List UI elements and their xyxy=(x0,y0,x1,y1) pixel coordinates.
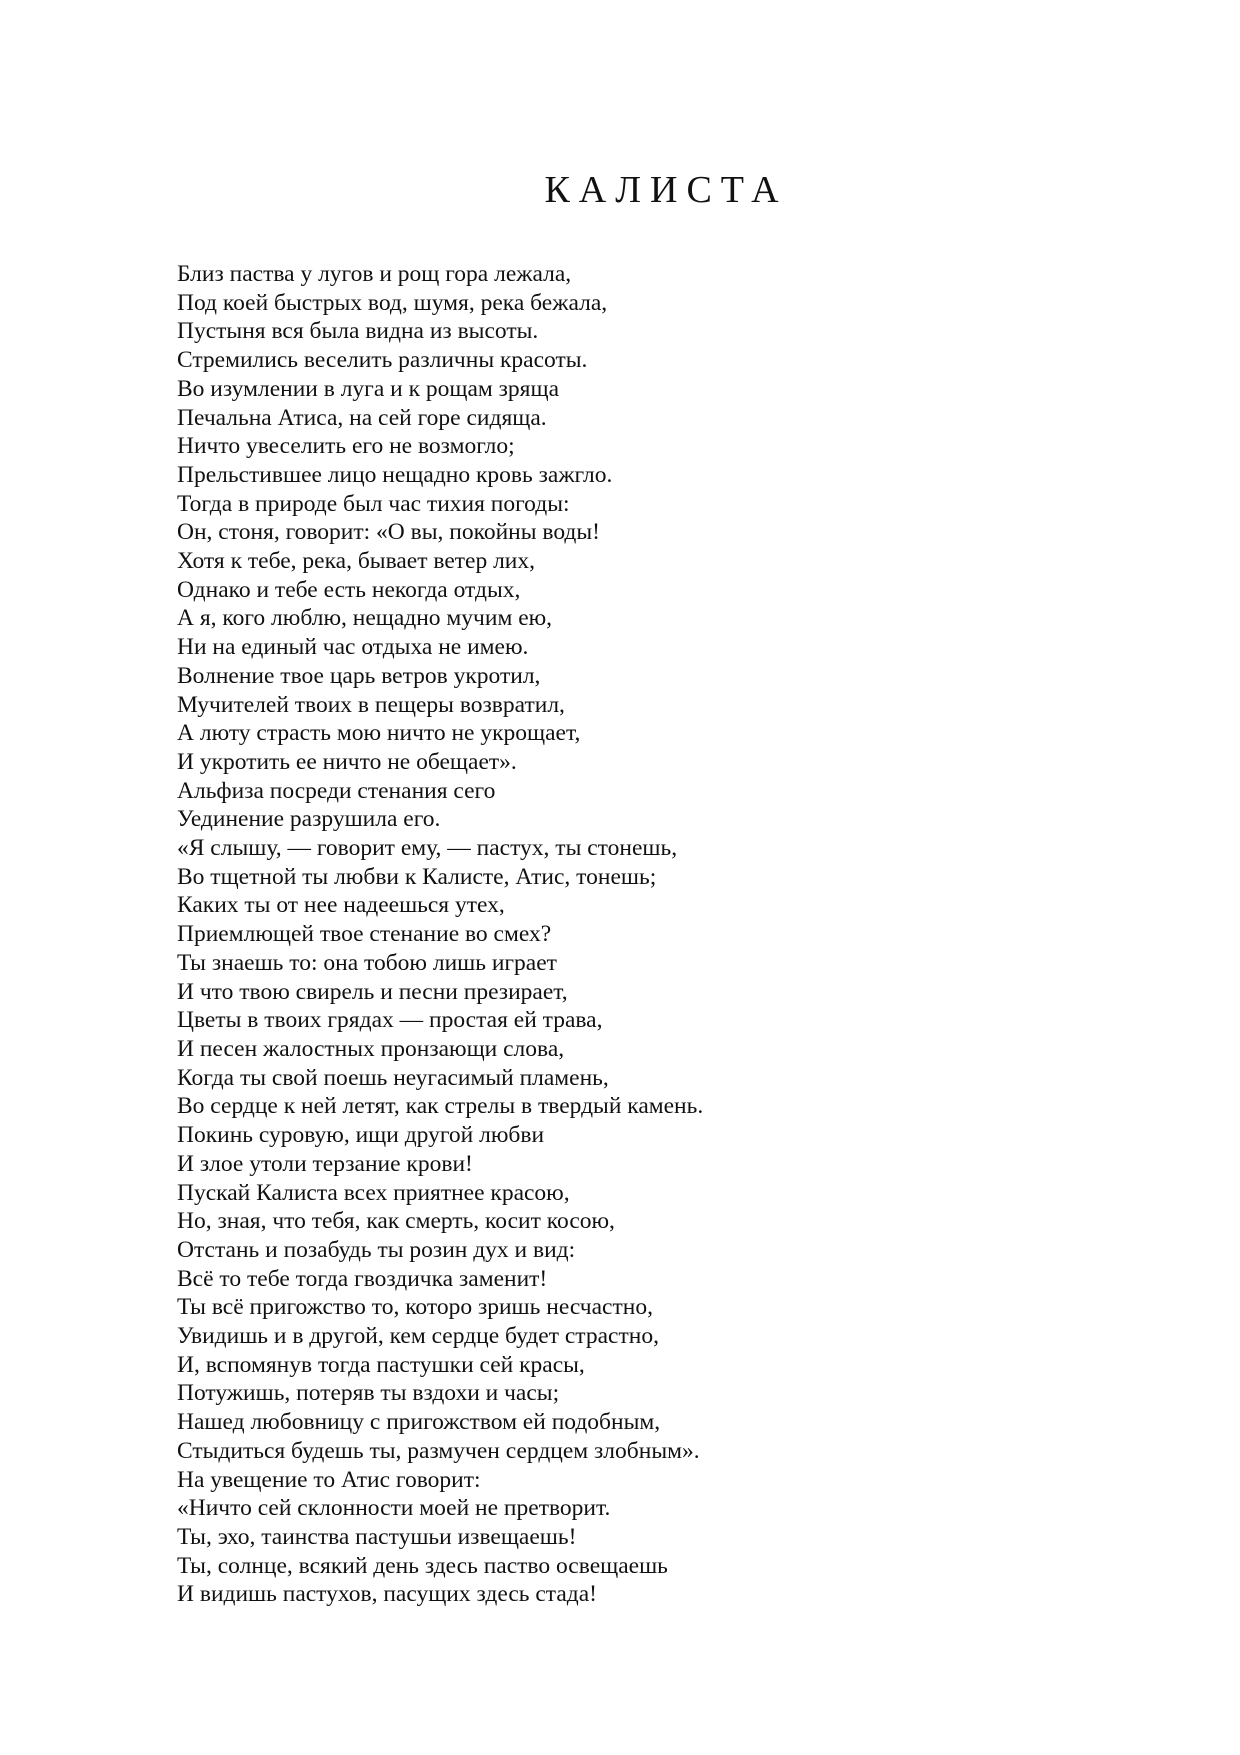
poem-line: И видишь пастухов, пасущих здесь стада! xyxy=(177,1581,597,1608)
poem-line: А я, кого люблю, нещадно мучим ею, xyxy=(177,605,553,632)
poem-line: Приемлющей твое стенание во смех? xyxy=(177,921,552,948)
poem-line: Ты всё пригожство то, которо зришь несчастно, xyxy=(177,1294,653,1321)
poem-line: И укротить ее ничто не обещает». xyxy=(177,748,517,775)
poem-line: Потужишь, потеряв ты вздохи и часы; xyxy=(177,1380,560,1407)
poem-line: Печальна Атиса, на сей горе сидяща. xyxy=(177,404,547,431)
poem-line: Под коей быстрых вод, шумя, река бежала, xyxy=(177,289,608,316)
poem-line: Он, стоня, говорит: «О вы, покойны воды! xyxy=(177,519,600,546)
poem-line: Стремились веселить различны красоты. xyxy=(177,347,588,374)
poem-line: Уединение разрушила его. xyxy=(177,806,441,833)
poem-line: Ничто увеселить его не возмогло; xyxy=(177,433,515,460)
poem-line: Прельстившее лицо нещадно кровь зажгло. xyxy=(177,461,613,488)
poem-line: Ни на единый час отдыха не имею. xyxy=(177,634,529,661)
poem-line: И что твою свирель и песни презирает, xyxy=(177,978,568,1005)
poem-line: И, вспомянув тогда пастушки сей красы, xyxy=(177,1351,585,1378)
poem-title: КАЛИСТА xyxy=(544,169,788,211)
poem-line: Альфиза посреди стенания сего xyxy=(177,777,496,804)
poem-line: Тогда в природе был час тихия погоды: xyxy=(177,490,570,517)
poem-line: Во изумлении в луга и к рощам зряща xyxy=(177,375,560,402)
poem-line: И злое утоли терзание крови! xyxy=(177,1150,473,1177)
poem-line: «Ничто сей склонности моей не претворит. xyxy=(177,1495,611,1522)
poem-line: Стыдиться будешь ты, размучен сердцем злобным». xyxy=(177,1437,700,1464)
poem-line: Но, зная, что тебя, как смерть, косит косою, xyxy=(177,1208,615,1235)
poem-line: Однако и тебе есть некогда отдых, xyxy=(177,576,521,603)
poem-line: Близ паства у лугов и рощ гора лежала, xyxy=(177,261,572,287)
poem-line: Мучителей твоих в пещеры возвратил, xyxy=(177,691,565,718)
poem-line: Пустыня вся была видна из высоты. xyxy=(177,318,539,345)
poem-line: Каких ты от нее надеешься утех, xyxy=(177,892,505,919)
poem-line: Ты, эхо, таинства пастушьи извещаешь! xyxy=(177,1523,577,1550)
poem-line: «Я слышу, — говорит ему, — пастух, ты стонешь, xyxy=(177,835,678,862)
poem-line: И песен жалостных пронзающи слова, xyxy=(177,1035,565,1062)
poem-line: Хотя к тебе, река, бывает ветер лих, xyxy=(177,548,535,575)
poem-line: Когда ты свой поешь неугасимый пламень, xyxy=(177,1064,609,1091)
poem-line: Увидишь и в другой, кем сердце будет страстно, xyxy=(177,1323,659,1350)
poem-line: Нашед любовницу с пригожством ей подобным, xyxy=(177,1409,661,1436)
poem-line: Ты, солнце, всякий день здесь паство освещаешь xyxy=(177,1552,668,1579)
poem-line: Волнение твое царь ветров укротил, xyxy=(177,662,541,689)
poem-line: На увещение то Атис говорит: xyxy=(177,1466,481,1493)
poem-line: Отстань и позабудь ты розин дух и вид: xyxy=(177,1236,576,1263)
poem-line: Всё то тебе тогда гвоздичка заменит! xyxy=(177,1265,548,1292)
poem-line: Ты знаешь то: она тобою лишь играет xyxy=(177,949,557,976)
poem-line: А люту страсть мою ничто не укрощает, xyxy=(177,720,581,747)
poem-line: Во тщетной ты любви к Калисте, Атис, тонешь; xyxy=(177,863,657,890)
poem-line: Цветы в твоих грядах — простая ей трава, xyxy=(177,1007,603,1034)
poem-line: Покинь суровую, ищи другой любви xyxy=(177,1122,545,1149)
poem-body xyxy=(177,260,703,1609)
poem-line: Во сердце к ней летят, как стрелы в твердый камень. xyxy=(177,1093,704,1120)
poem-line: Пускай Калиста всех приятнее красою, xyxy=(177,1179,570,1206)
